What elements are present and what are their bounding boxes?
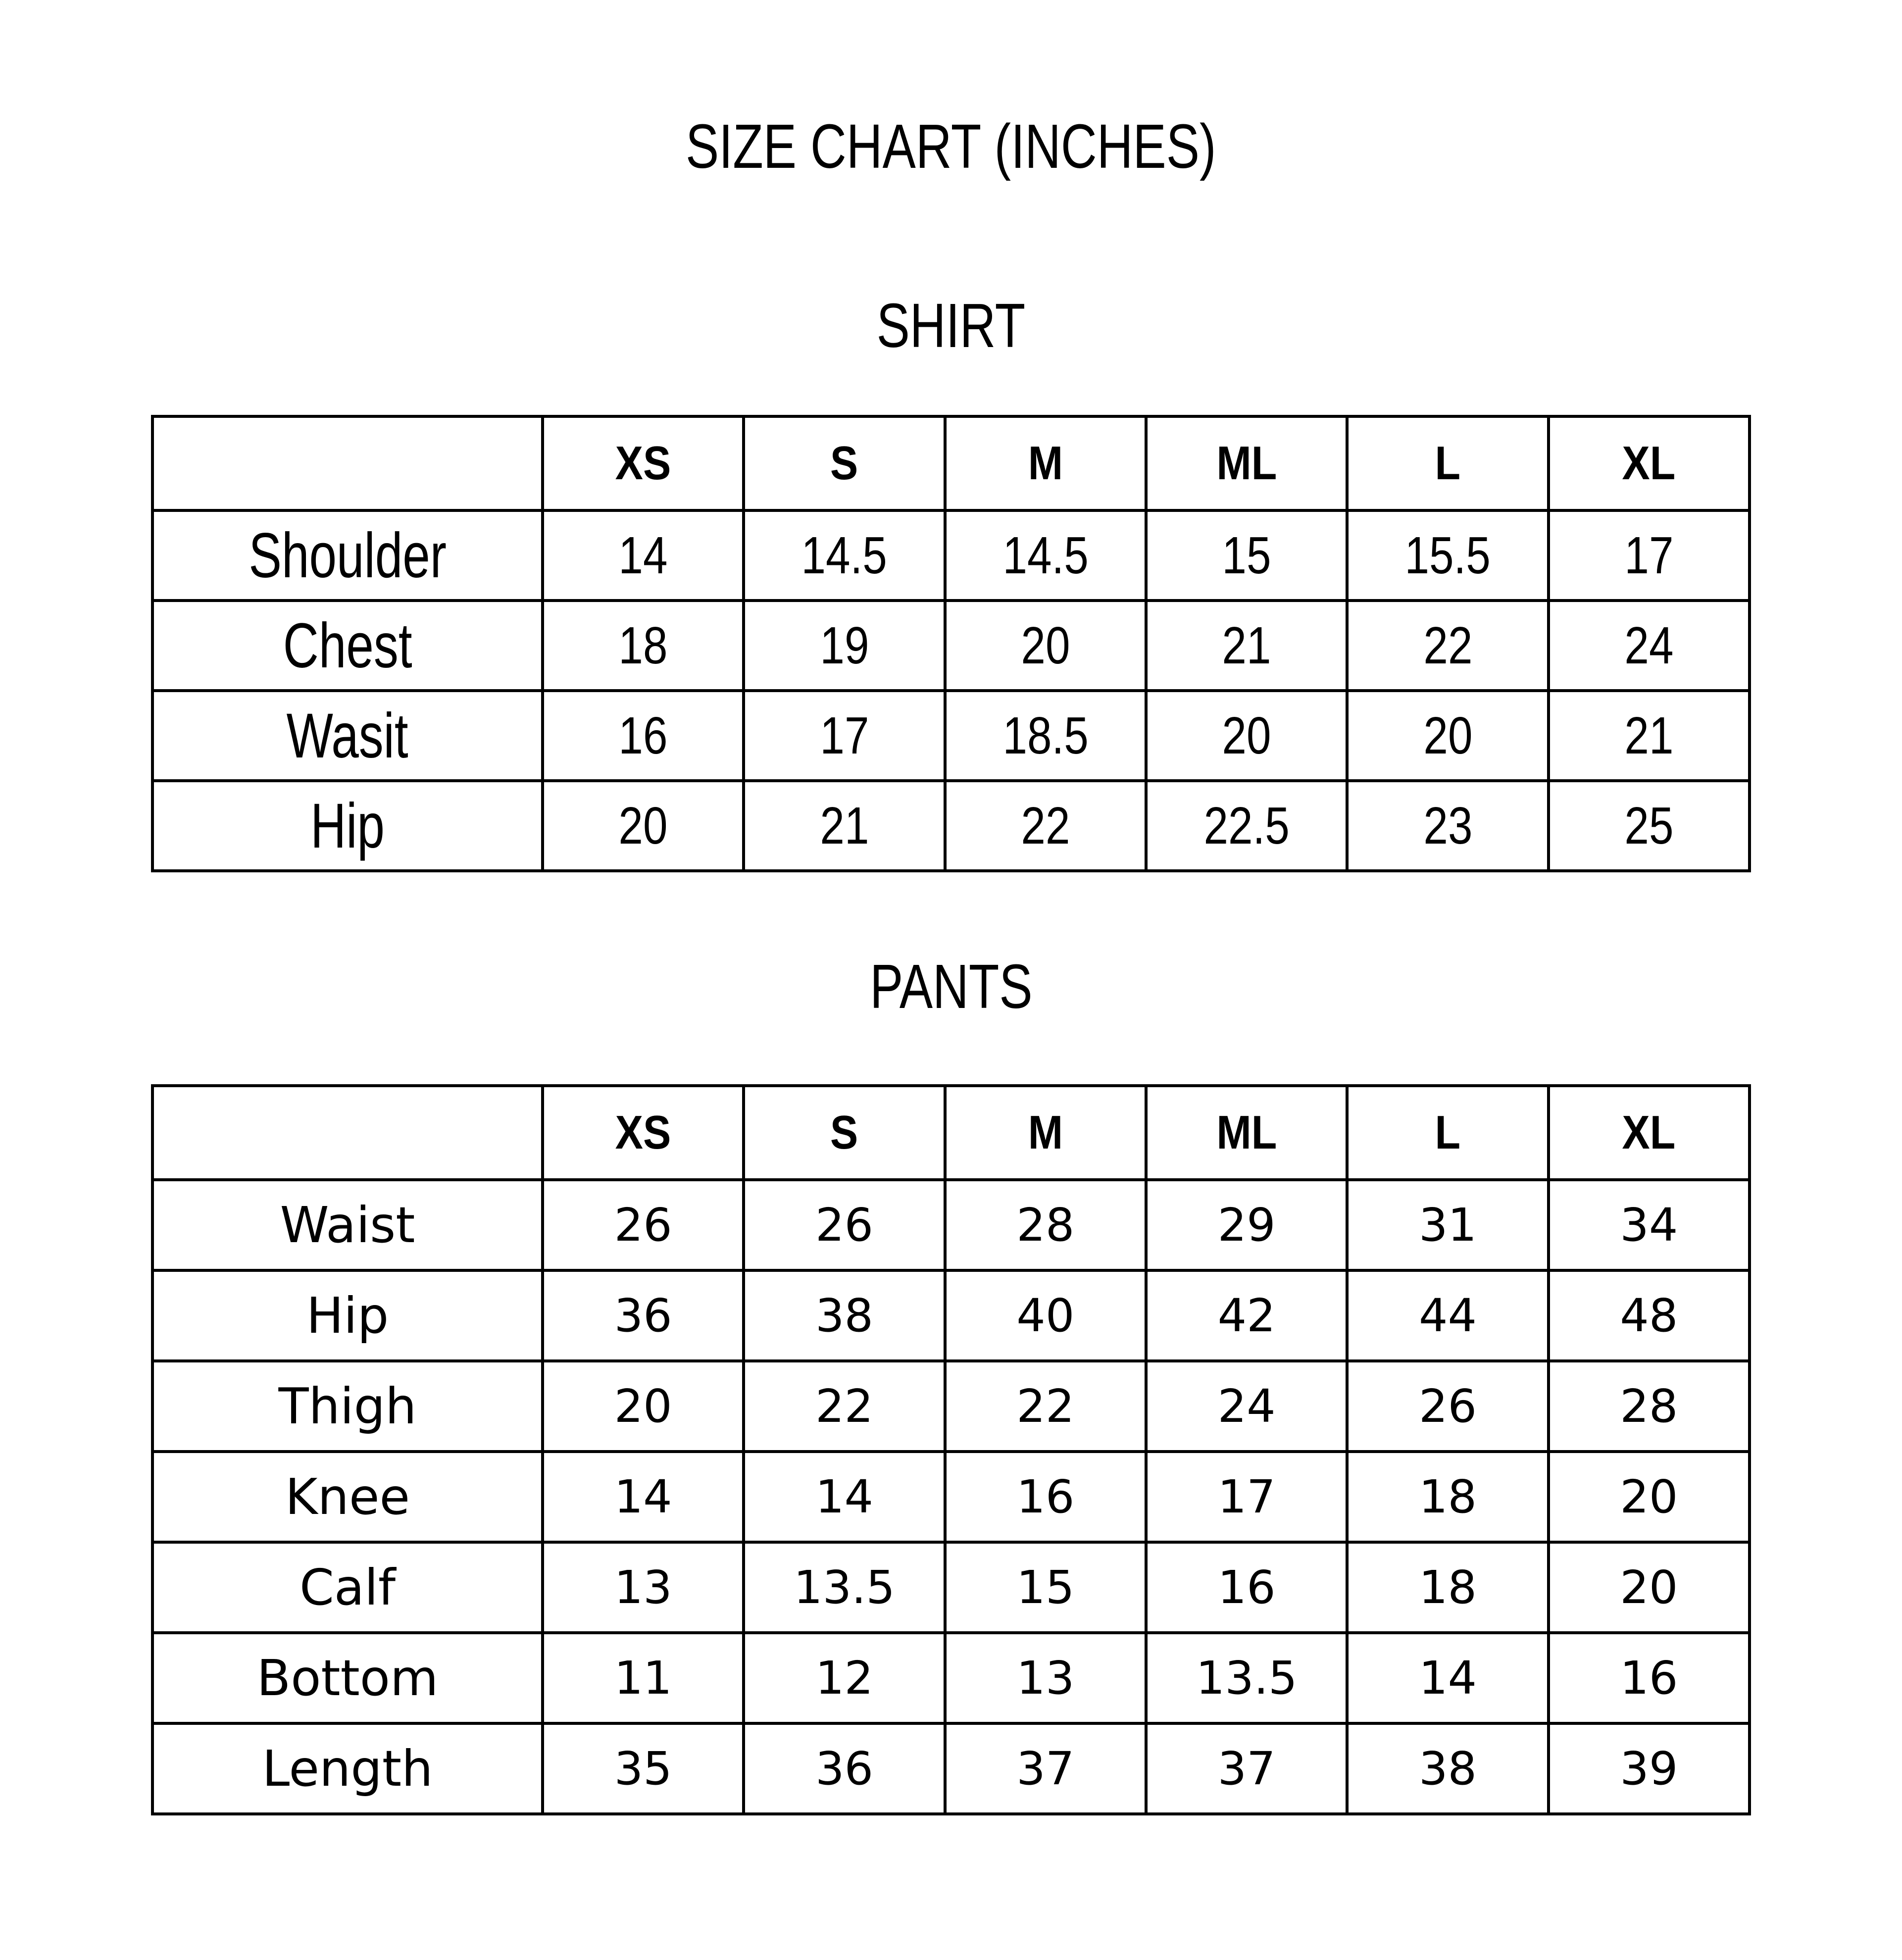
size-value-cell bbox=[945, 781, 1146, 871]
row-label: Calf bbox=[299, 1558, 396, 1616]
pants-header-row bbox=[152, 1086, 1750, 1180]
size-value-cell bbox=[1347, 1723, 1548, 1814]
measurement-row bbox=[152, 1723, 1750, 1814]
size-value-cell bbox=[543, 691, 744, 781]
size-column-header-cell bbox=[945, 1086, 1146, 1180]
size-value-cell bbox=[945, 1180, 1146, 1270]
size-value: 37 bbox=[1016, 1742, 1075, 1795]
size-value: 20 bbox=[1423, 706, 1472, 765]
size-value-cell bbox=[543, 1723, 744, 1814]
measurement-row bbox=[152, 1542, 1750, 1633]
size-value: 23 bbox=[1423, 796, 1472, 855]
size-value-cell bbox=[1549, 1723, 1750, 1814]
size-value: 12 bbox=[815, 1652, 874, 1705]
size-value: 18.5 bbox=[1002, 706, 1089, 765]
size-value-cell bbox=[543, 1633, 744, 1723]
size-value-cell bbox=[1347, 781, 1548, 871]
size-value-cell bbox=[543, 1270, 744, 1361]
size-column-header-cell bbox=[543, 416, 744, 510]
size-value: 20 bbox=[1620, 1470, 1678, 1523]
size-value: 40 bbox=[1016, 1289, 1075, 1342]
size-value: 22 bbox=[815, 1380, 874, 1433]
measurement-row bbox=[152, 601, 1750, 691]
size-value: 14 bbox=[815, 1470, 874, 1523]
row-label-cell bbox=[152, 1270, 543, 1361]
size-value-cell bbox=[945, 1361, 1146, 1452]
size-value-cell bbox=[744, 601, 945, 691]
size-value-cell bbox=[543, 510, 744, 601]
size-value: 28 bbox=[1016, 1199, 1075, 1252]
size-value-cell bbox=[945, 1452, 1146, 1542]
shirt-table-body bbox=[152, 510, 1750, 871]
size-value: 39 bbox=[1620, 1742, 1678, 1795]
size-value-cell bbox=[1146, 1361, 1347, 1452]
size-value-cell bbox=[1146, 601, 1347, 691]
size-value: 24 bbox=[1624, 616, 1674, 675]
size-value-cell bbox=[744, 510, 945, 601]
page-title bbox=[0, 111, 1902, 181]
size-value: 29 bbox=[1217, 1199, 1276, 1252]
size-value-cell bbox=[744, 1270, 945, 1361]
size-value: 17 bbox=[819, 706, 869, 765]
size-value: 26 bbox=[1418, 1380, 1477, 1433]
size-column-header-label: XS bbox=[615, 437, 671, 490]
size-value: 28 bbox=[1620, 1380, 1678, 1433]
size-column-header-label: XL bbox=[1622, 437, 1676, 490]
size-value-cell bbox=[1549, 781, 1750, 871]
size-column-header-cell bbox=[1549, 1086, 1750, 1180]
size-value-cell bbox=[945, 691, 1146, 781]
size-value-cell bbox=[744, 1361, 945, 1452]
size-value-cell bbox=[744, 1633, 945, 1723]
measurement-row bbox=[152, 691, 1750, 781]
pants-table-header bbox=[152, 1086, 1750, 1180]
row-label: Hip bbox=[310, 790, 385, 861]
size-value: 15.5 bbox=[1404, 526, 1491, 585]
size-value-cell bbox=[744, 1180, 945, 1270]
size-value: 15 bbox=[1016, 1561, 1075, 1614]
row-label-cell bbox=[152, 691, 543, 781]
size-value-cell bbox=[543, 1361, 744, 1452]
size-value-cell bbox=[1146, 781, 1347, 871]
size-value: 25 bbox=[1624, 796, 1674, 855]
size-value: 37 bbox=[1217, 1742, 1276, 1795]
size-value: 21 bbox=[1222, 616, 1271, 675]
size-value: 22.5 bbox=[1203, 796, 1290, 855]
measurement-row bbox=[152, 1452, 1750, 1542]
size-value: 21 bbox=[819, 796, 869, 855]
size-value-cell bbox=[543, 601, 744, 691]
size-value-cell bbox=[1146, 1270, 1347, 1361]
size-value-cell bbox=[1347, 510, 1548, 601]
size-value-cell bbox=[1146, 691, 1347, 781]
size-value: 13 bbox=[614, 1561, 672, 1614]
size-value: 16 bbox=[618, 706, 668, 765]
size-value: 18 bbox=[618, 616, 668, 675]
size-value: 14 bbox=[1418, 1652, 1477, 1705]
size-value-cell bbox=[543, 1452, 744, 1542]
size-column-header-label: L bbox=[1435, 437, 1461, 490]
size-value-cell bbox=[1347, 1270, 1548, 1361]
size-value: 42 bbox=[1217, 1289, 1276, 1342]
size-value: 38 bbox=[815, 1289, 874, 1342]
size-column-header-label: M bbox=[1028, 1106, 1063, 1159]
size-value-cell bbox=[1146, 1452, 1347, 1542]
size-column-header-cell bbox=[1347, 416, 1548, 510]
size-value: 26 bbox=[614, 1199, 672, 1252]
size-value: 38 bbox=[1418, 1742, 1477, 1795]
size-column-header-cell bbox=[1347, 1086, 1548, 1180]
size-value: 20 bbox=[618, 796, 668, 855]
size-value-cell bbox=[1347, 691, 1548, 781]
size-value: 36 bbox=[614, 1289, 672, 1342]
size-value: 18 bbox=[1418, 1561, 1477, 1614]
size-column-header-cell bbox=[543, 1086, 744, 1180]
measurement-row bbox=[152, 1180, 1750, 1270]
row-label: Length bbox=[262, 1740, 433, 1798]
size-value: 15 bbox=[1222, 526, 1271, 585]
size-value: 17 bbox=[1624, 526, 1674, 585]
size-value-cell bbox=[1347, 1361, 1548, 1452]
size-value: 20 bbox=[1021, 616, 1070, 675]
size-value-cell bbox=[1549, 1452, 1750, 1542]
row-label: Wasit bbox=[287, 700, 408, 771]
pants-section-title bbox=[0, 952, 1902, 1021]
corner-blank-cell bbox=[152, 416, 543, 510]
shirt-section-title bbox=[0, 291, 1902, 360]
size-column-header-label: ML bbox=[1216, 1106, 1277, 1159]
page-title-text: SIZE CHART (INCHES) bbox=[686, 111, 1216, 181]
pants-section-title-text: PANTS bbox=[869, 952, 1033, 1021]
size-value-cell bbox=[1146, 1633, 1347, 1723]
row-label-cell bbox=[152, 1723, 543, 1814]
size-value-cell bbox=[1146, 1542, 1347, 1633]
size-value: 44 bbox=[1418, 1289, 1477, 1342]
size-value: 20 bbox=[1222, 706, 1271, 765]
size-value: 36 bbox=[815, 1742, 874, 1795]
size-value: 48 bbox=[1620, 1289, 1678, 1342]
pants-size-table bbox=[151, 1084, 1751, 1815]
row-label: Shoulder bbox=[249, 520, 447, 591]
size-value: 13.5 bbox=[794, 1561, 895, 1614]
size-value-cell bbox=[945, 601, 1146, 691]
size-value-cell bbox=[744, 691, 945, 781]
size-value-cell bbox=[1549, 601, 1750, 691]
size-value-cell bbox=[1549, 1633, 1750, 1723]
shirt-size-table bbox=[151, 415, 1751, 872]
size-value: 16 bbox=[1217, 1561, 1276, 1614]
size-value-cell bbox=[1146, 1180, 1347, 1270]
shirt-header-row bbox=[152, 416, 1750, 510]
size-column-header-cell bbox=[744, 1086, 945, 1180]
size-column-header-label: S bbox=[830, 437, 858, 490]
size-column-header-label: XS bbox=[615, 1106, 671, 1159]
size-value: 14.5 bbox=[801, 526, 888, 585]
size-column-header-cell bbox=[1549, 416, 1750, 510]
size-value-cell bbox=[1347, 1542, 1548, 1633]
row-label: Bottom bbox=[256, 1649, 439, 1707]
size-value-cell bbox=[744, 781, 945, 871]
size-value: 21 bbox=[1624, 706, 1674, 765]
row-label-cell bbox=[152, 601, 543, 691]
row-label-cell bbox=[152, 1452, 543, 1542]
row-label: Waist bbox=[280, 1196, 415, 1254]
size-value-cell bbox=[945, 1723, 1146, 1814]
measurement-row bbox=[152, 1361, 1750, 1452]
size-column-header-label: L bbox=[1435, 1106, 1461, 1159]
size-column-header-cell bbox=[1146, 1086, 1347, 1180]
size-column-header-label: XL bbox=[1622, 1106, 1676, 1159]
size-value: 18 bbox=[1418, 1470, 1477, 1523]
size-value: 11 bbox=[614, 1652, 672, 1705]
size-value: 34 bbox=[1620, 1199, 1678, 1252]
size-value-cell bbox=[1549, 1270, 1750, 1361]
row-label-cell bbox=[152, 510, 543, 601]
size-value: 22 bbox=[1016, 1380, 1075, 1433]
size-value-cell bbox=[1549, 691, 1750, 781]
size-value: 13.5 bbox=[1196, 1652, 1298, 1705]
row-label: Thigh bbox=[278, 1377, 417, 1435]
size-value: 14 bbox=[618, 526, 668, 585]
measurement-row bbox=[152, 1633, 1750, 1723]
size-value-cell bbox=[1549, 510, 1750, 601]
size-value: 19 bbox=[819, 616, 869, 675]
size-value-cell bbox=[1146, 1723, 1347, 1814]
size-column-header-cell bbox=[744, 416, 945, 510]
size-value: 22 bbox=[1423, 616, 1472, 675]
size-value: 22 bbox=[1021, 796, 1070, 855]
size-value: 26 bbox=[815, 1199, 874, 1252]
size-value: 16 bbox=[1620, 1652, 1678, 1705]
size-column-header-cell bbox=[1146, 416, 1347, 510]
size-value: 16 bbox=[1016, 1470, 1075, 1523]
size-value-cell bbox=[744, 1542, 945, 1633]
size-value-cell bbox=[1549, 1180, 1750, 1270]
size-value: 14 bbox=[614, 1470, 672, 1523]
size-value-cell bbox=[1549, 1542, 1750, 1633]
size-column-header-label: M bbox=[1028, 437, 1063, 490]
size-value: 17 bbox=[1217, 1470, 1276, 1523]
size-column-header-cell bbox=[945, 416, 1146, 510]
shirt-section-title-text: SHIRT bbox=[876, 291, 1026, 360]
pants-table-body bbox=[152, 1180, 1750, 1814]
size-value-cell bbox=[1347, 1633, 1548, 1723]
size-column-header-label: ML bbox=[1216, 437, 1277, 490]
size-value-cell bbox=[1347, 1180, 1548, 1270]
size-value-cell bbox=[744, 1723, 945, 1814]
size-value-cell bbox=[945, 1270, 1146, 1361]
size-value-cell bbox=[1146, 510, 1347, 601]
row-label: Knee bbox=[285, 1468, 410, 1526]
shirt-table-header bbox=[152, 416, 1750, 510]
row-label: Hip bbox=[306, 1287, 389, 1345]
corner-blank-cell bbox=[152, 1086, 543, 1180]
size-value-cell bbox=[945, 510, 1146, 601]
measurement-row bbox=[152, 510, 1750, 601]
size-value-cell bbox=[543, 781, 744, 871]
row-label-cell bbox=[152, 1180, 543, 1270]
size-value: 24 bbox=[1217, 1380, 1276, 1433]
size-value-cell bbox=[744, 1452, 945, 1542]
size-value: 20 bbox=[614, 1380, 672, 1433]
size-value: 20 bbox=[1620, 1561, 1678, 1614]
row-label: Chest bbox=[283, 610, 412, 681]
size-value-cell bbox=[945, 1633, 1146, 1723]
size-value: 14.5 bbox=[1002, 526, 1089, 585]
size-value-cell bbox=[1347, 1452, 1548, 1542]
size-value: 35 bbox=[614, 1742, 672, 1795]
measurement-row bbox=[152, 781, 1750, 871]
size-column-header-label: S bbox=[830, 1106, 858, 1159]
size-value-cell bbox=[543, 1542, 744, 1633]
row-label-cell bbox=[152, 1633, 543, 1723]
size-value-cell bbox=[543, 1180, 744, 1270]
size-value-cell bbox=[1347, 601, 1548, 691]
size-value-cell bbox=[1549, 1361, 1750, 1452]
row-label-cell bbox=[152, 781, 543, 871]
row-label-cell bbox=[152, 1542, 543, 1633]
measurement-row bbox=[152, 1270, 1750, 1361]
size-value-cell bbox=[945, 1542, 1146, 1633]
size-value: 31 bbox=[1418, 1199, 1477, 1252]
row-label-cell bbox=[152, 1361, 543, 1452]
size-value: 13 bbox=[1016, 1652, 1075, 1705]
